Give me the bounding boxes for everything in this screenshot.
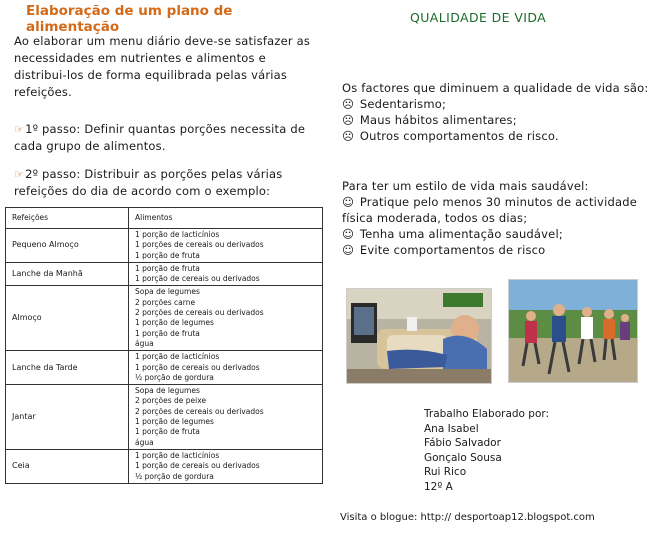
sad-face-icon: ☹ bbox=[342, 129, 355, 143]
table-row bbox=[6, 229, 323, 263]
decrease-section bbox=[342, 80, 654, 144]
food-item: 1 porção de fruta bbox=[135, 427, 200, 437]
smiley-face-icon: ☺ bbox=[342, 227, 355, 241]
table-row bbox=[6, 385, 323, 450]
decrease-item-text: Outros comportamentos de risco. bbox=[359, 129, 559, 143]
smiley-face-icon: ☺ bbox=[342, 243, 355, 257]
meal-name-cell: Almoço bbox=[6, 286, 129, 351]
pointing-hand-icon: ☞ bbox=[14, 123, 25, 136]
food-item: ½ porção de gordura bbox=[135, 372, 214, 382]
smiley-face-icon: ☺ bbox=[342, 195, 355, 209]
food-item: 1 porção de cereais ou derivados bbox=[135, 461, 260, 471]
step-1 bbox=[14, 121, 320, 155]
foods-cell bbox=[129, 449, 323, 483]
active-people-photo bbox=[508, 279, 638, 383]
list-item bbox=[342, 226, 654, 242]
improve-item-text: Pratique pelo menos 30 minutos de actividade física moderada, todos os dias; bbox=[342, 195, 637, 225]
food-item: 1 porção de fruta bbox=[135, 263, 200, 273]
table-header-meals: Refeições bbox=[6, 208, 129, 229]
foods-cell bbox=[129, 385, 323, 450]
meal-name-cell: Lanche da Manhã bbox=[6, 262, 129, 286]
author-name: Fábio Salvador bbox=[424, 437, 501, 449]
food-item: 1 porção de legumes bbox=[135, 318, 214, 328]
decrease-item-text: Maus hábitos alimentares; bbox=[359, 113, 517, 127]
food-item: 2 porções de peixe bbox=[135, 396, 207, 406]
food-item: 1 porções de cereais ou derivados bbox=[135, 240, 264, 250]
food-item: 2 porções de cereais ou derivados bbox=[135, 308, 264, 318]
food-item: água bbox=[135, 338, 154, 348]
improve-intro: Para ter um estilo de vida mais saudável: bbox=[342, 179, 589, 193]
list-item bbox=[342, 128, 654, 144]
step-2-text: 2º passo: Distribuir as porções pelas várias refeições do dia de acordo com o exemplo: bbox=[14, 167, 283, 198]
food-item: ½ porção de gordura bbox=[135, 471, 214, 481]
sedentary-photo bbox=[346, 288, 492, 384]
table-header-foods: Alimentos bbox=[129, 208, 323, 229]
foods-cell bbox=[129, 286, 323, 351]
meal-name-cell: Ceia bbox=[6, 449, 129, 483]
table-row bbox=[6, 286, 323, 351]
meal-name-cell: Lanche da Tarde bbox=[6, 351, 129, 385]
food-item: água bbox=[135, 437, 154, 447]
improve-item-text: Tenha uma alimentação saudável; bbox=[359, 227, 563, 241]
food-item: Sopa de legumes bbox=[135, 386, 200, 396]
list-item bbox=[342, 194, 654, 226]
decrease-intro: Os factores que diminuem a qualidade de vida são: bbox=[342, 81, 649, 95]
sad-face-icon: ☹ bbox=[342, 113, 355, 127]
pointing-hand-icon: ☞ bbox=[14, 168, 25, 181]
food-item: 1 porção de lacticínios bbox=[135, 352, 220, 362]
table-header-row bbox=[6, 208, 323, 229]
food-item: 1 porção de cereais ou derivados bbox=[135, 362, 260, 372]
author-name: Gonçalo Sousa bbox=[424, 451, 502, 464]
food-item: 1 porção de legumes bbox=[135, 417, 214, 427]
credits-heading: Trabalho Elaborado por: bbox=[424, 408, 550, 420]
food-item: 2 porções carne bbox=[135, 297, 196, 307]
meal-name-cell: Pequeno Almoço bbox=[6, 229, 129, 263]
intro-paragraph: Ao elaborar um menu diário deve-se satisfazer as necessidades em nutrientes e alimentos e distribui-los de forma equilibrada pelas várias refeições. bbox=[14, 34, 311, 99]
right-page bbox=[330, 0, 660, 552]
blog-link[interactable]: Visita o blogue: http:// desportoap12.blogspot.com bbox=[340, 512, 595, 523]
list-item bbox=[342, 242, 654, 258]
class-name: 12º A bbox=[424, 480, 453, 493]
food-item: 1 porção de fruta bbox=[135, 328, 200, 338]
decrease-item-text: Sedentarismo; bbox=[359, 97, 447, 111]
table-row bbox=[6, 449, 323, 483]
improve-section bbox=[342, 178, 654, 258]
foods-cell bbox=[129, 229, 323, 263]
food-item: 1 porção de cereais ou derivados bbox=[135, 274, 260, 284]
food-item: 1 porção de lacticínios bbox=[135, 450, 220, 460]
list-item bbox=[342, 112, 654, 128]
meal-name-cell: Jantar bbox=[6, 385, 129, 450]
author-name: Rui Rico bbox=[424, 466, 467, 478]
improve-item-text: Evite comportamentos de risco bbox=[359, 243, 546, 257]
food-item: 1 porção de fruta bbox=[135, 250, 200, 260]
step-1-text: 1º passo: Definir quantas porções necessita de cada grupo de alimentos. bbox=[14, 122, 306, 153]
table-row bbox=[6, 262, 323, 286]
list-item bbox=[342, 96, 654, 112]
credits bbox=[424, 407, 549, 494]
foods-cell bbox=[129, 262, 323, 286]
quality-of-life-title: QUALIDADE DE VIDA bbox=[410, 10, 547, 25]
foods-cell bbox=[129, 351, 323, 385]
table-row bbox=[6, 351, 323, 385]
step-2 bbox=[14, 166, 320, 200]
food-item: 1 porção de lacticínios bbox=[135, 230, 220, 239]
meal-plan-table bbox=[5, 207, 323, 484]
sad-face-icon: ☹ bbox=[342, 97, 355, 111]
page-title: Elaboração de um plano de alimentação bbox=[26, 3, 233, 35]
meal-plan-body bbox=[6, 229, 323, 484]
author-name: Ana Isabel bbox=[424, 422, 479, 435]
food-item: Sopa de legumes bbox=[135, 287, 200, 297]
food-item: 2 porções de cereais ou derivados bbox=[135, 406, 264, 416]
